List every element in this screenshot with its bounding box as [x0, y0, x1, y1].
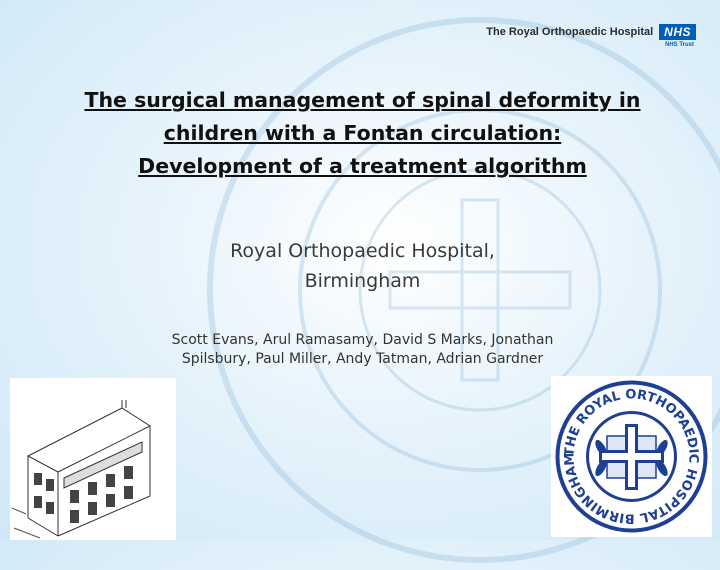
institution-line: Birmingham — [304, 270, 421, 292]
nhs-trust-header — [486, 24, 696, 48]
institution-subtitle — [100, 236, 625, 296]
author-list — [110, 331, 615, 369]
seal-lettering: THE ROYAL ORTHOPAEDIC HOSPITAL BIRMINGHAM — [562, 387, 701, 526]
hospital-building-sketch — [10, 378, 176, 540]
title-line: children with a Fontan circulation: — [163, 121, 562, 145]
author-line: Spilsbury, Paul Miller, Andy Tatman, Adrian Gardner — [181, 351, 544, 367]
nhs-trust-label: NHS Trust — [664, 42, 694, 48]
institution-line: Royal Orthopaedic Hospital, — [230, 240, 495, 262]
slide-title — [40, 84, 685, 183]
author-line: Scott Evans, Arul Ramasamy, David S Marks, Jonathan — [171, 332, 554, 348]
hospital-name: The Royal Orthopaedic Hospital — [486, 26, 654, 38]
title-line: Development of a treatment algorithm — [138, 154, 587, 178]
hospital-seal — [551, 376, 712, 537]
title-line: The surgical management of spinal deformity in — [84, 88, 641, 112]
nhs-logo: NHS — [659, 24, 696, 40]
